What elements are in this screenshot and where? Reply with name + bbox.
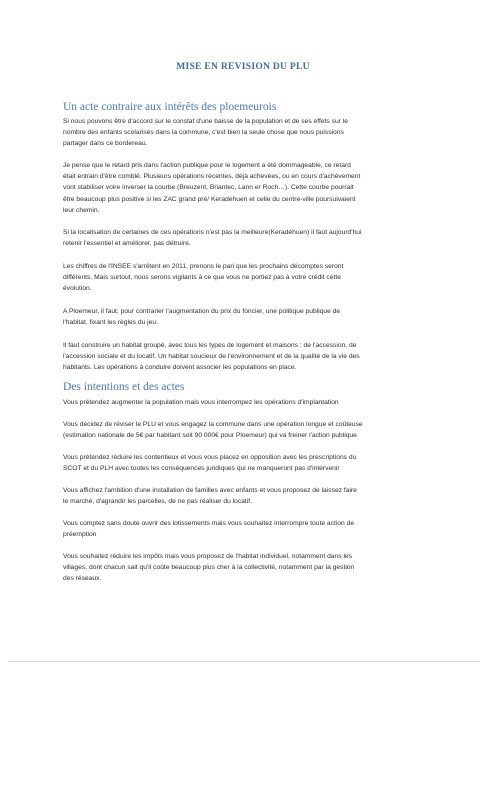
paragraph-1-1	[63, 116, 435, 150]
paragraph-2-2	[63, 419, 435, 441]
text-line: retenir l'essentiel et améliorer, pas détruire.	[63, 240, 191, 248]
text-line: Vous décidez de réviser le PLU et vous engagez la commune dans une opération longue et coûteuse	[63, 421, 363, 428]
text-line: Si nous pouvons être d'accord sur le constat d'une baisse de la population et de ses effets sur le	[63, 118, 348, 125]
text-line: vont stabiliser voire inverser la courbe (Breuzent, Briantec, Lann er Roch…). Cette courbe pourrait	[63, 184, 354, 192]
text-line: SCOT et du PLH avec toutes les conséquences juridiques qui ne manqueront pas d'intervenir	[63, 465, 340, 473]
paragraph-2-4	[63, 485, 435, 507]
text-line: Il faut construire un habitat groupé, avec tous les types de logement et maisons : de l'accession, de	[63, 342, 357, 349]
text-line: Vous comptez sans doute ouvrir des lotissements mais vous souhaitez interrompre toute action de	[63, 520, 355, 527]
paragraph-1-6	[63, 340, 435, 374]
text-line: différents. Mais surtout, nous serons vigilants à ce que vous ne portiez pas à votre crédit cette	[63, 274, 341, 282]
text-line: des réseaux.	[63, 575, 102, 583]
paragraph-2-6	[63, 551, 435, 585]
text-line: Vous affichez l'ambition d'une installation de familles avec enfants et vous proposez de laissez faire	[63, 487, 357, 494]
text-line: (estimation nationale de 5€ par habitant soit 90 000€ pour Ploemeur) qui va freiner l'action publique	[63, 432, 357, 440]
text-line: était entrain d'être comblé. Plusieurs opérations récentes, déjà achevées, ou en cours d'achèvement	[63, 173, 361, 181]
text-line: évolution.	[63, 285, 92, 293]
text-line: Vous prétendez réduire les contentieux et vous vous placez en opposition avec les prescriptions du	[63, 454, 357, 461]
section-heading-1: Un acte contraire aux intérêts des ploemeurois	[63, 101, 277, 113]
text-line: préemption	[63, 531, 97, 539]
text-line: habitants. Les opérations à conduire doivent associer les populations en place.	[63, 364, 297, 372]
text-line: être beaucoup plus positive si les ZAC grand pré/ Keradehuen et celle du centre-ville poursuivaient	[63, 195, 356, 203]
text-line: villages, dont chacun sait qu'il coûte beaucoup plus cher à la collectivité, notamment par la gestion	[63, 564, 355, 572]
section-heading-2: Des intentions et des actes	[63, 381, 185, 393]
text-line: leur chemin.	[63, 206, 100, 214]
paragraph-1-4	[63, 261, 435, 295]
text-line: l'habitat, fixant les règles du jeu.	[63, 319, 158, 327]
paragraph-2-3	[63, 452, 435, 474]
text-line: Vous prétendez augmenter la population mais vous interrompez les opérations d'implantation	[63, 399, 339, 406]
paragraph-1-3	[63, 227, 435, 249]
page-divider	[8, 661, 480, 662]
text-line: Je pense que le retard pris dans l'action publique pour le logement a été dommageable, ce retard	[63, 162, 351, 169]
text-line: nombre des enfants scolarisés dans la commune, c'est bien la seule chose que nous puissions	[63, 129, 344, 137]
text-line: Vous souhaitez réduire les impôts mais vous proposez de l'habitat individuel, notamment dans les	[63, 553, 352, 560]
text-line: Les chiffres de l'INSEE s'arrêtent en 2011, prenons le pari que les prochains décomptes seront	[63, 263, 344, 270]
text-line: A Ploemeur, il faut, pour contrarier l'augmentation du prix du foncier, une politique publique de	[63, 308, 341, 315]
paragraph-2-5	[63, 518, 435, 540]
text-line: partager dans ce bordereau.	[63, 140, 148, 148]
paragraph-2-1	[63, 397, 435, 408]
text-line: l'accession sociale et du locatif. Un habitat soucieux de l'environnement et de la qualité de la vie des	[63, 353, 360, 361]
text-line: le marché, d'agrandir les parcelles, de ne pas réaliser du locatif.	[63, 498, 252, 506]
paragraph-1-2	[63, 160, 435, 216]
paragraph-1-5	[63, 306, 435, 328]
text-line: Si la localisation de certaines de ces opérations n'est pas la meilleure(Keradéhuen) il faut aujourd'hui	[63, 229, 362, 236]
document-title: MISE EN REVISION DU PLU	[176, 62, 310, 72]
